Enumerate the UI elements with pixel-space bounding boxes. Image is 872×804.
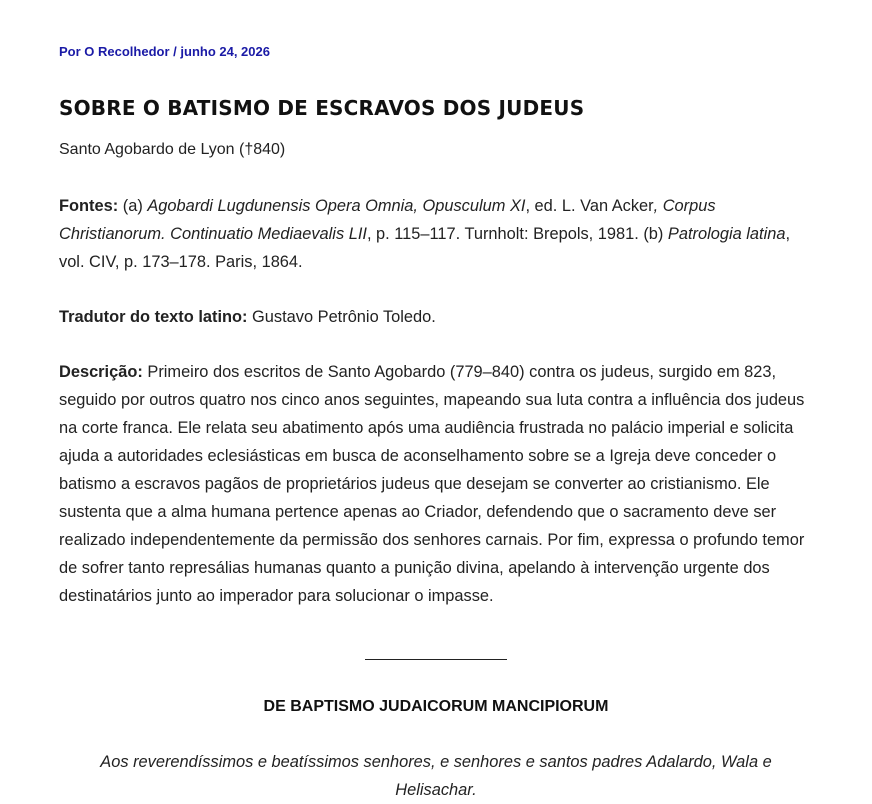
sources-text-3: , p. 115–117. Turnholt: Brepols, 1981. (b) bbox=[366, 225, 668, 243]
description-label: Descrição: bbox=[59, 363, 143, 381]
sources-paragraph bbox=[59, 192, 819, 276]
post-meta-separator: / bbox=[169, 44, 181, 59]
article-title: SOBRE O BATISMO DE ESCRAVOS DOS JUDEUS bbox=[59, 96, 585, 120]
dedication: Aos reverendíssimos e beatíssimos senhores, e senhores e santos padres Adalardo, Wala e Helisachar. bbox=[100, 753, 772, 799]
sources-work-1: Agobardi Lugdunensis Opera Omnia, Opusculum XI bbox=[147, 197, 526, 215]
author-link[interactable]: O Recolhedor bbox=[84, 44, 170, 59]
section-divider bbox=[365, 659, 507, 660]
date-link[interactable]: junho 24, 2026 bbox=[180, 44, 270, 59]
translator-paragraph bbox=[59, 303, 819, 331]
description-text: Primeiro dos escritos de Santo Agobardo (779–840) contra os judeus, surgido em 823, seguido por outros quatro nos cinco anos seguintes, mapeando sua luta contra a influência dos judeus na corte franca. Ele relata seu abatimento após uma audiência frustrada no palácio imperial e solicita ajuda a autoridades eclesiásticas em busca de aconselhamento sobre se a Igreja deve conceder o batismo a escravos pagãos de proprietários judeus que desejam se converter ao cristianismo. Ele sustenta que a alma humana pertence apenas ao Criador, defendendo que o sacramento deve ser realizado independentemente da permissão dos senhores carnais. Por fim, expressa o profundo temor de sofrer tanto represálias humanas quanto a punição divina, apelando à intervenção urgente dos destinatários junto ao imperador para solucionar o impasse. bbox=[59, 363, 805, 605]
sources-label: Fontes: bbox=[59, 197, 119, 215]
article-subtitle: Santo Agobardo de Lyon (†840) bbox=[59, 141, 286, 158]
sources-work-2: , Corpus Christianorum. Continuatio Mediaevalis LII bbox=[59, 197, 716, 243]
sources-text-1: (a) bbox=[118, 197, 148, 215]
post-meta-prefix: Por bbox=[59, 44, 85, 59]
translator-label: Tradutor do texto latino: bbox=[59, 308, 248, 326]
latin-title: DE BAPTISMO JUDAICORUM MANCIPIORUM bbox=[263, 698, 609, 715]
sources-work-3: Patrologia latina bbox=[667, 225, 786, 243]
description-paragraph bbox=[59, 358, 819, 610]
post-meta bbox=[59, 44, 270, 59]
sources-text-2: , ed. L. Van Acker bbox=[525, 197, 654, 215]
sources-text-4: , vol. CIV, p. 173–178. Paris, 1864. bbox=[59, 225, 791, 271]
translator-name: Gustavo Petrônio Toledo. bbox=[247, 308, 436, 326]
